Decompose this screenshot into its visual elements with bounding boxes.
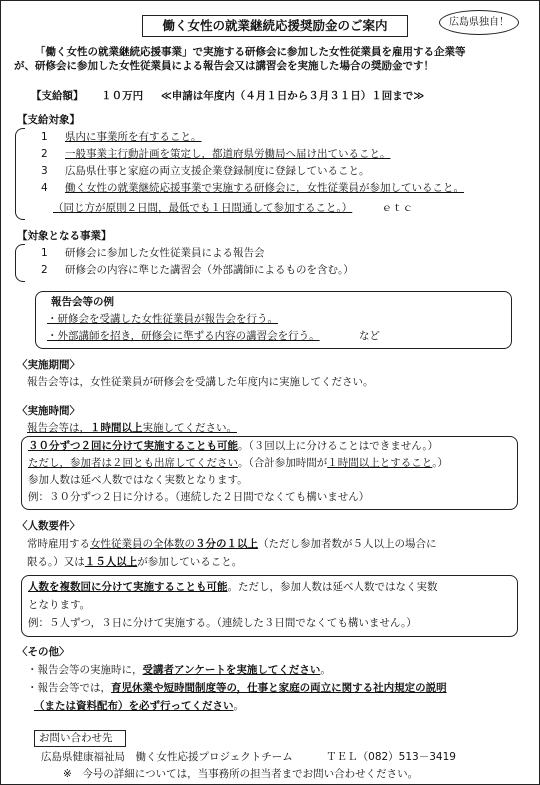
list-item: 3 広島県仕事と家庭の両立支援企業登録制度に登録していること。 [41, 165, 370, 177]
list-item: 2 一般事業主行動計画を策定し，都道府県労働局へ届け出ていること。 [41, 148, 391, 160]
contact-note: ※ 今号の詳細については，当事務所の担当者までお問い合わせください。 [63, 768, 419, 780]
amount-note: ≪申請は年度内（４月１日から３月３１日）１回まで≫ [160, 90, 425, 102]
time-box-line-1: ３０分ずつ２回に分けて実施することも可能。（３回以上に分けることはできません。） [28, 440, 439, 452]
list-item: 1 県内に事業所を有すること。 [41, 131, 202, 143]
hiroshima-original-badge: 広島県独自！ [439, 10, 519, 35]
amount-value: １０万円 [101, 90, 144, 102]
time-box-line-4: 例：３０分ずつ２日に分ける。（連続した２日間でなくても構いません） [28, 491, 370, 503]
target-heading: 【支給対象】 [17, 114, 80, 126]
people-heading: 〈人数要件〉 [17, 520, 80, 532]
target-bracket [15, 128, 25, 220]
contact-org: 広島県健康福祉局 働く女性応援プロジェクトチーム ＴＥＬ（082）513－3419 [41, 751, 456, 763]
period-heading: 〈実施期間〉 [17, 359, 80, 371]
amount-label: 【支給額】 [31, 90, 84, 102]
amount-line [31, 89, 438, 103]
examples-item-2: ・外部講師を招き，研修会に準ずる内容の講習会を行う。 など [47, 330, 380, 342]
business-heading: 【対象となる事業】 [17, 230, 112, 242]
time-text: 報告会等は，１時間以上実施してください。 [27, 422, 237, 434]
people-box-line-2: となります。 [28, 599, 91, 611]
business-list [41, 246, 531, 280]
other-line-2: ・報告会等では，育児休業や短時間制度等の，仕事と家庭の両立に関する社内規定の説明 [27, 682, 447, 694]
people-line-1: 常時雇用する女性従業員の全体数の３分の１以上（ただし参加者数が５人以上の場合に [27, 538, 437, 550]
examples-heading: 報告会等の例 [51, 296, 114, 308]
time-box-line-2: ただし，参加者は２回とも出席してください。（合計参加時間が１時間以上とすること。） [28, 457, 448, 469]
contact-label: お問い合わせ先 [34, 730, 126, 747]
other-heading: 〈その他〉 [17, 646, 70, 658]
page-title: 働く女性の就業継続応援奨励金のご案内 [142, 15, 408, 37]
intro-text [14, 45, 529, 73]
time-box-line-3: 参加人数は延べ人数ではなく実数となります。 [28, 474, 248, 486]
other-line-1: ・報告会等の実施時に，受講者アンケートを実施してください。 [27, 664, 331, 676]
list-item: 4 働く女性の就業継続応援事業で実施する研修会に，女性従業員が参加していること。 [41, 182, 464, 194]
list-item: 1 研修会に参加した女性従業員による報告会 [41, 247, 265, 259]
period-text: 報告会等は，女性従業員が研修会を受講した年度内に実施してください。 [27, 376, 374, 388]
target-note: （同じ方が原則２日間，最低でも１日間通して参加すること。） ｅｔｃ [53, 202, 414, 214]
people-box-line-1: 人数を複数回に分けて実施することも可能。ただし，参加人数は延べ人数ではなく実数 [28, 581, 438, 593]
business-bracket [15, 244, 25, 282]
list-item: 2 研修会の内容に準じた講習会（外部講師によるものを含む。） [41, 264, 354, 276]
examples-item-1: ・研修会を受講した女性従業員が報告会を行う。 [47, 313, 278, 325]
people-line-2: 限る。）又は１５人以上が参加していること。 [27, 556, 243, 568]
target-list [41, 130, 531, 198]
intro-line-2: が、研修会に参加した女性従業員による報告会又は講習会を実施した場合の奨励金です！ [14, 60, 434, 73]
contact-tel: ＴＥＬ（082）513－3419 [326, 751, 456, 763]
other-line-3: （または資料配布）を必ず行ってください。 [34, 700, 244, 712]
time-heading: 〈実施時間〉 [17, 405, 80, 417]
intro-line-1: 「働く女性の就業継続応援事業」で実施する研修会に参加した女性従業員を雇用する企業等 [35, 46, 466, 58]
people-box-line-3: 例：５人ずつ，３日に分けて実施する。（連続した３日間でなくても構いません。） [28, 617, 417, 629]
